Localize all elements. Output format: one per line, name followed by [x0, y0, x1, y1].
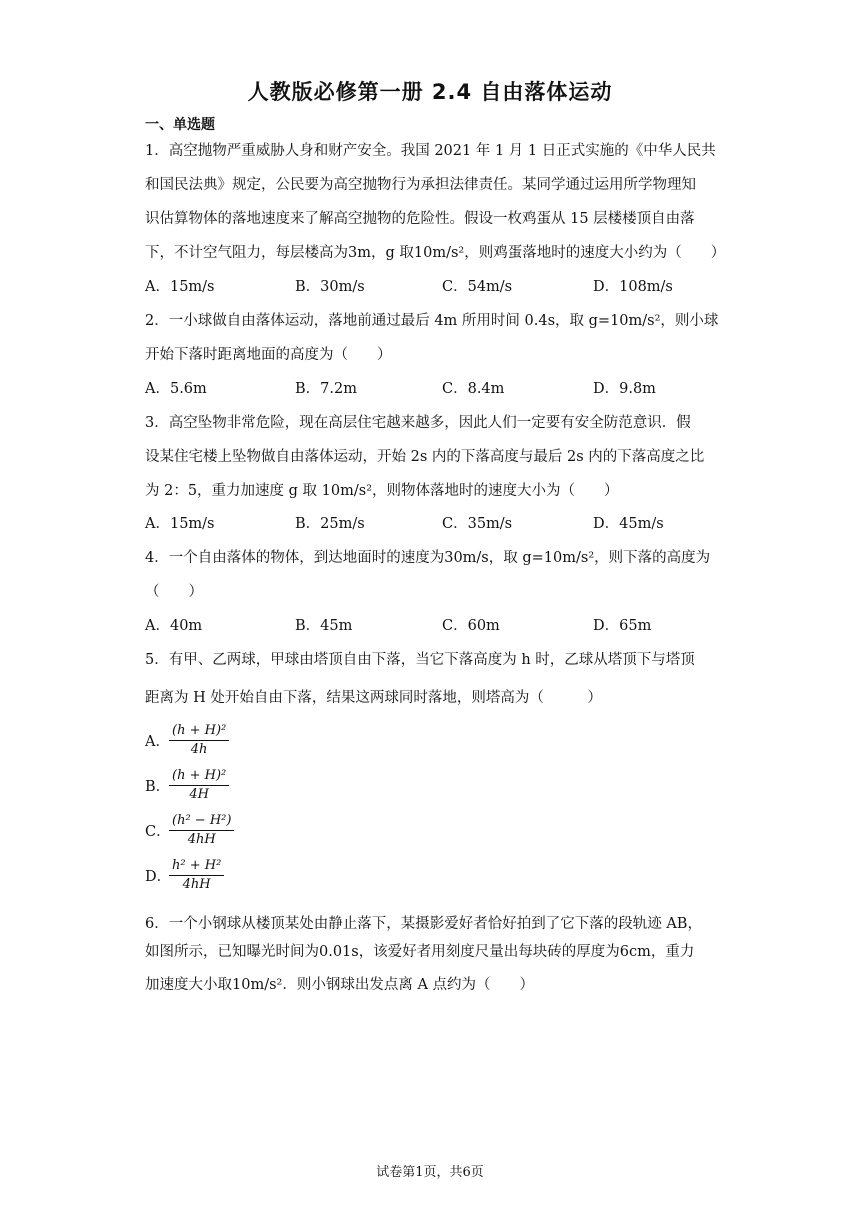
fraction-denominator: 4hH	[187, 832, 216, 847]
fraction-numerator: (h + H)²	[169, 768, 229, 786]
q4-line-1: 4．一个自由落体的物体，到达地面时的速度为30m/s，取 g=10m/s²，则下落的高度为	[145, 550, 711, 566]
q3-line-3: 为 2：5，重力加速度 g 取 10m/s²，则物体落地时的速度大小为（ ）	[145, 483, 619, 499]
q2-option-c[interactable]: C．8.4m	[442, 381, 505, 397]
q4-option-b[interactable]: B．45m	[295, 618, 353, 634]
q5-option-c-label: C．	[145, 824, 171, 840]
q1-option-c[interactable]: C．54m/s	[442, 279, 513, 295]
fraction-numerator: (h + H)²	[169, 723, 229, 741]
page-title: 人教版必修第一册 2.4 自由落体运动	[247, 80, 613, 104]
q4-line-2: （ ）	[145, 584, 203, 600]
q5-option-c-fraction	[169, 813, 234, 848]
q5-option-a[interactable]	[145, 723, 229, 758]
q5-option-b[interactable]	[145, 768, 229, 803]
q5-option-b-label: B．	[145, 779, 171, 795]
q5-option-c[interactable]	[145, 813, 234, 848]
q5-option-a-label: A．	[145, 734, 170, 750]
q5-option-a-fraction	[169, 723, 229, 758]
q3-option-a[interactable]: A．15m/s	[145, 516, 215, 532]
q5-line-2: 距离为 H 处开始自由下落，结果这两球同时落地，则塔高为（ ）	[145, 690, 602, 706]
q4-option-c[interactable]: C．60m	[442, 618, 500, 634]
q4-option-a[interactable]: A．40m	[145, 618, 203, 634]
q2-option-a[interactable]: A．5.6m	[145, 381, 207, 397]
fraction-numerator: h² + H²	[169, 858, 224, 876]
q1-line-1: 1．高空抛物严重威胁人身和财产安全。我国 2021 年 1 月 1 日正式实施的《中华人民共	[145, 143, 716, 159]
q5-option-b-fraction	[169, 768, 229, 803]
section-heading: 一、单选题	[145, 117, 215, 133]
fraction-numerator: (h² − H²)	[169, 813, 234, 831]
q3-option-c[interactable]: C．35m/s	[442, 516, 513, 532]
q1-option-b[interactable]: B．30m/s	[295, 279, 365, 295]
q1-option-d[interactable]: D．108m/s	[593, 279, 673, 295]
q5-option-d[interactable]	[145, 858, 224, 893]
q6-line-3: 加速度大小取10m/s²．则小钢球出发点离 A 点约为（ ）	[145, 977, 535, 993]
q1-line-3: 识估算物体的落地速度来了解高空抛物的危险性。假设一枚鸡蛋从 15 层楼楼顶自由落	[145, 211, 695, 227]
page-footer: 试卷第1页，共6页	[376, 1165, 484, 1180]
q2-option-b[interactable]: B．7.2m	[295, 381, 357, 397]
q2-option-d[interactable]: D．9.8m	[593, 381, 656, 397]
q5-option-d-fraction	[169, 858, 224, 893]
q4-option-d[interactable]: D．65m	[593, 618, 652, 634]
q1-line-4: 下，不计空气阻力，每层楼高为3m，g 取10m/s²，则鸡蛋落地时的速度大小约为（ ）	[145, 245, 726, 261]
fraction-denominator: 4hH	[182, 877, 211, 892]
fraction-denominator: 4h	[190, 742, 208, 757]
q2-line-1: 2．一小球做自由落体运动，落地前通过最后 4m 所用时间 0.4s，取 g=10m/s²，则小球	[145, 313, 719, 329]
q5-option-d-label: D．	[145, 869, 172, 885]
q6-line-2: 如图所示，已知曝光时间为0.01s，该爱好者用刻度尺量出每块砖的厚度为6cm，重力	[145, 944, 695, 960]
fraction-denominator: 4H	[189, 787, 209, 802]
q5-line-1: 5．有甲、乙两球，甲球由塔顶自由下落，当它下落高度为 h 时，乙球从塔顶下与塔顶	[145, 652, 695, 668]
q3-option-d[interactable]: D．45m/s	[593, 516, 664, 532]
q1-line-2: 和国民法典》规定，公民要为高空抛物行为承担法律责任。某同学通过运用所学物理知	[145, 177, 696, 193]
q3-line-1: 3．高空坠物非常危险，现在高层住宅越来越多，因此人们一定要有安全防范意识．假	[145, 415, 691, 431]
q3-option-b[interactable]: B．25m/s	[295, 516, 365, 532]
q2-line-2: 开始下落时距离地面的高度为（ ）	[145, 347, 392, 363]
q6-line-1: 6．一个小钢球从楼顶某处由静止落下，某摄影爱好者恰好拍到了它下落的段轨迹 AB，	[145, 916, 702, 932]
q3-line-2: 设某住宅楼上坠物做自由落体运动，开始 2s 内的下落高度与最后 2s 内的下落高度之比	[145, 449, 705, 465]
q1-option-a[interactable]: A．15m/s	[145, 279, 215, 295]
